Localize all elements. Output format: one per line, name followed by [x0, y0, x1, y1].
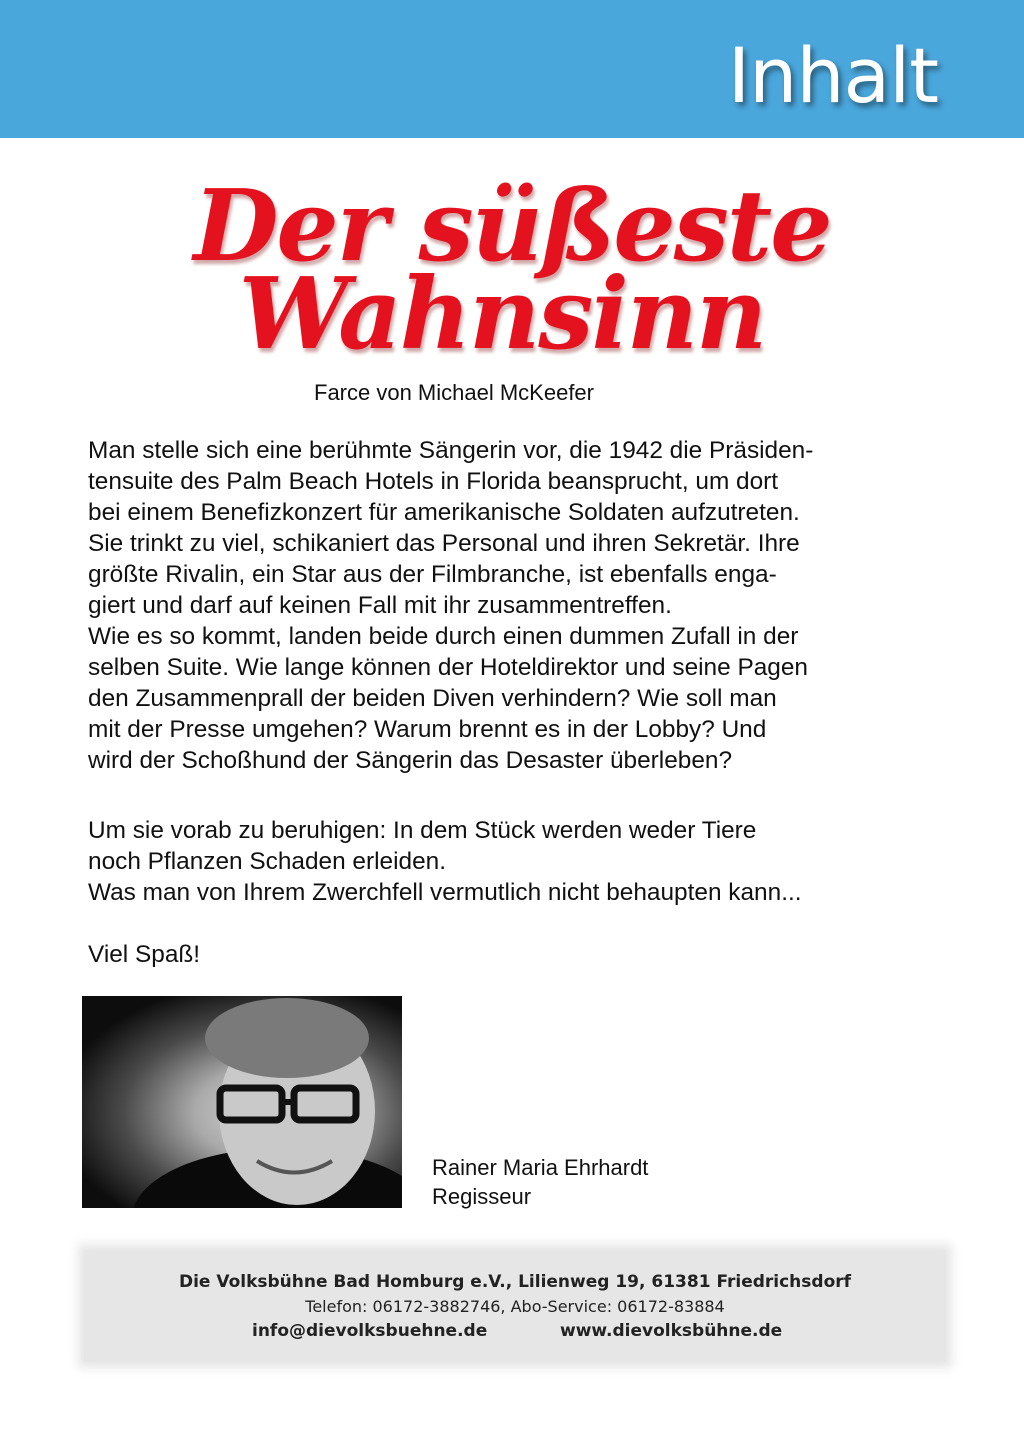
footer-email-link[interactable]: info@dievolksbuehne.de [252, 1321, 488, 1341]
text-line: noch Pflanzen Schaden erleiden. [88, 848, 446, 875]
text-line: Was man von Ihrem Zwerchfell vermutlich nicht behaupten kann... [88, 879, 802, 906]
footer-website-link[interactable]: www.dievolksbühne.de [560, 1321, 783, 1341]
text-line: tensuite des Palm Beach Hotels in Florida beansprucht, um dort [88, 468, 779, 495]
text-line: bei einem Benefizkonzert für amerikanische Soldaten aufzutreten. [88, 499, 800, 526]
footer-contact-box [84, 1250, 946, 1362]
text-line: selben Suite. Wie lange können der Hoteldirektor und seine Pagen [88, 654, 808, 681]
text-line: Sie trinkt zu viel, schikaniert das Personal und ihren Sekretär. Ihre [88, 530, 800, 557]
text-line: den Zusammenprall der beiden Diven verhindern? Wie soll man [88, 685, 777, 712]
closing-line: Viel Spaß! [88, 941, 201, 968]
text-line: Um sie vorab zu beruhigen: In dem Stück werden weder Tiere [88, 817, 757, 844]
director-caption [432, 1153, 648, 1211]
synopsis-paragraph [88, 435, 958, 776]
text-line: giert und darf auf keinen Fall mit ihr zusammentreffen. [88, 592, 672, 619]
text-line: Man stelle sich eine berühmte Sängerin vor, die 1942 die Präsiden- [88, 437, 814, 464]
text-line: Wie es so kommt, landen beide durch einen dummen Zufall in der [88, 623, 799, 650]
director-role: Regisseur [432, 1184, 532, 1209]
footer-phone: Telefon: 06172-3882746, Abo-Service: 06172-83884 [305, 1297, 725, 1316]
text-line: wird der Schoßhund der Sängerin das Desaster überleben? [88, 747, 733, 774]
play-subtitle: Farce von Michael McKeefer [314, 380, 594, 405]
reassurance-paragraph [88, 815, 958, 908]
header-bar [0, 0, 1024, 138]
text-line: größte Rivalin, ein Star aus der Filmbranche, ist ebenfalls enga- [88, 561, 777, 588]
portrait-illustration [82, 996, 402, 1208]
page-title: Inhalt [727, 31, 938, 120]
director-name: Rainer Maria Ehrhardt [432, 1155, 649, 1180]
play-title-line-1: Der süßeste [193, 169, 831, 284]
text-line: mit der Presse umgehen? Warum brennt es in der Lobby? Und [88, 716, 767, 743]
director-photo [82, 996, 402, 1208]
play-title-line-2: Wahnsinn [238, 257, 766, 372]
footer-address: Die Volksbühne Bad Homburg e.V., Lilienweg 19, 61381 Friedrichsdorf [178, 1272, 852, 1292]
